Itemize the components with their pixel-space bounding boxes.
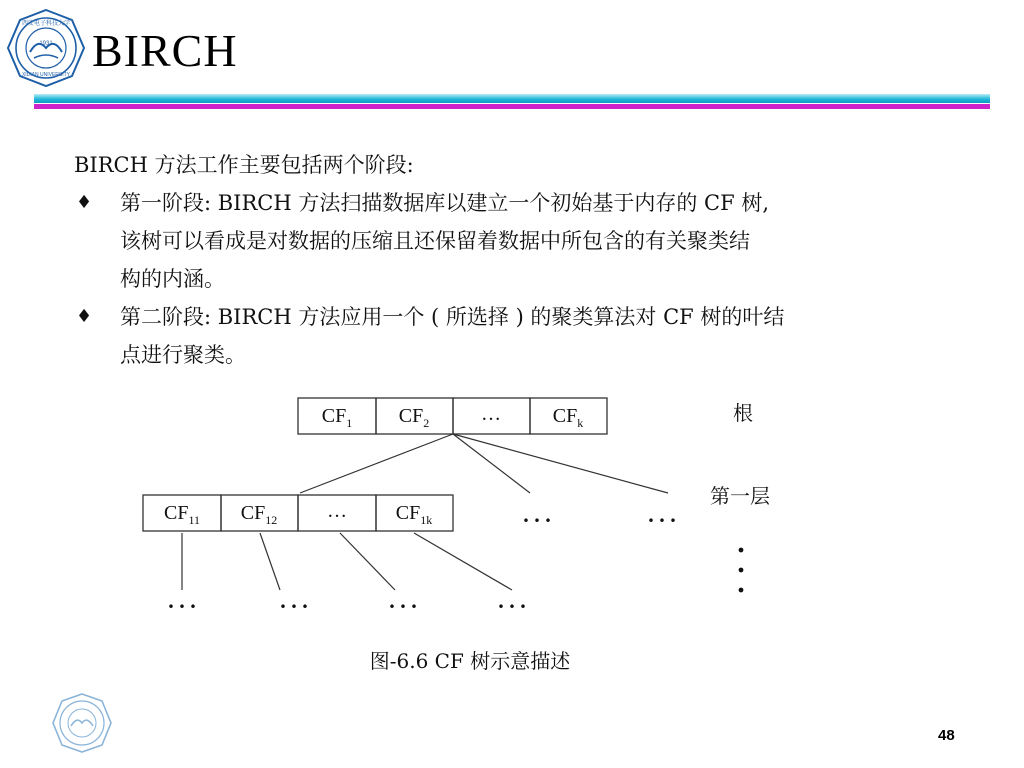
tree-edge (300, 434, 453, 493)
root-cell-label-1: $CF_1$ (321, 405, 353, 430)
root-cell-label-2: $CF_2$ (398, 405, 430, 430)
seal-year: 1931 (39, 41, 53, 47)
slide-title: BIRCH (92, 25, 238, 76)
ellipsis: . . . (648, 502, 676, 527)
ellipsis: . . . (280, 588, 308, 613)
bullet-1-line-1: 第一阶段: BIRCH 方法扫描数据库以建立一个初始基于内存的 CF 树, (120, 191, 770, 215)
figure-caption: 图-6.6 CF 树示意描述 (369, 649, 571, 673)
bullet-2-line-1: 第二阶段: BIRCH 方法应用一个 ( 所选择 ) 的聚类算法对 CF 树的叶结 (120, 305, 785, 329)
bullet-1-line-2: 该树可以看成是对数据的压缩且还保留着数据中所包含的有关聚类结 (120, 229, 750, 253)
child-cell-label-2: $CF_{12}$ (240, 502, 278, 527)
seal-text-top: 西安电子科技大学 (21, 20, 71, 27)
diamond-bullet-icon: ♦ (76, 306, 93, 327)
ellipsis: . . . (389, 588, 417, 613)
ellipsis: . . . (523, 502, 551, 527)
tree-edge (453, 434, 668, 493)
child-cell-label-1: $CF_{11}$ (163, 502, 201, 527)
seal-text-bottom: XIDIAN UNIVERSITY (21, 72, 71, 78)
intro-line: BIRCH 方法工作主要包括两个阶段: (74, 153, 414, 177)
vertical-ellipsis (739, 548, 744, 593)
child-cell-label-3: … (327, 500, 347, 522)
child-cell-label-4: $CF_{1k}$ (395, 502, 433, 527)
bullet-2-line-2: 点进行聚类。 (120, 343, 246, 367)
tree-edge (260, 533, 280, 590)
tree-edge (340, 533, 395, 590)
diamond-bullet-icon: ♦ (76, 192, 93, 213)
bullet-1-line-3: 构的内涵。 (120, 267, 225, 291)
ellipsis: . . . (498, 588, 526, 613)
root-level-label: 根 (733, 401, 753, 425)
ellipsis: . . . (168, 588, 196, 613)
tree-edge (414, 533, 512, 590)
root-cell-label-3: … (481, 403, 501, 425)
footer-university-logo (51, 692, 113, 754)
tree-edge (453, 434, 530, 493)
page-number: 48 (938, 727, 955, 744)
first-level-label: 第一层 (710, 484, 770, 508)
root-cell-label-4: $CF_k$ (552, 405, 584, 430)
